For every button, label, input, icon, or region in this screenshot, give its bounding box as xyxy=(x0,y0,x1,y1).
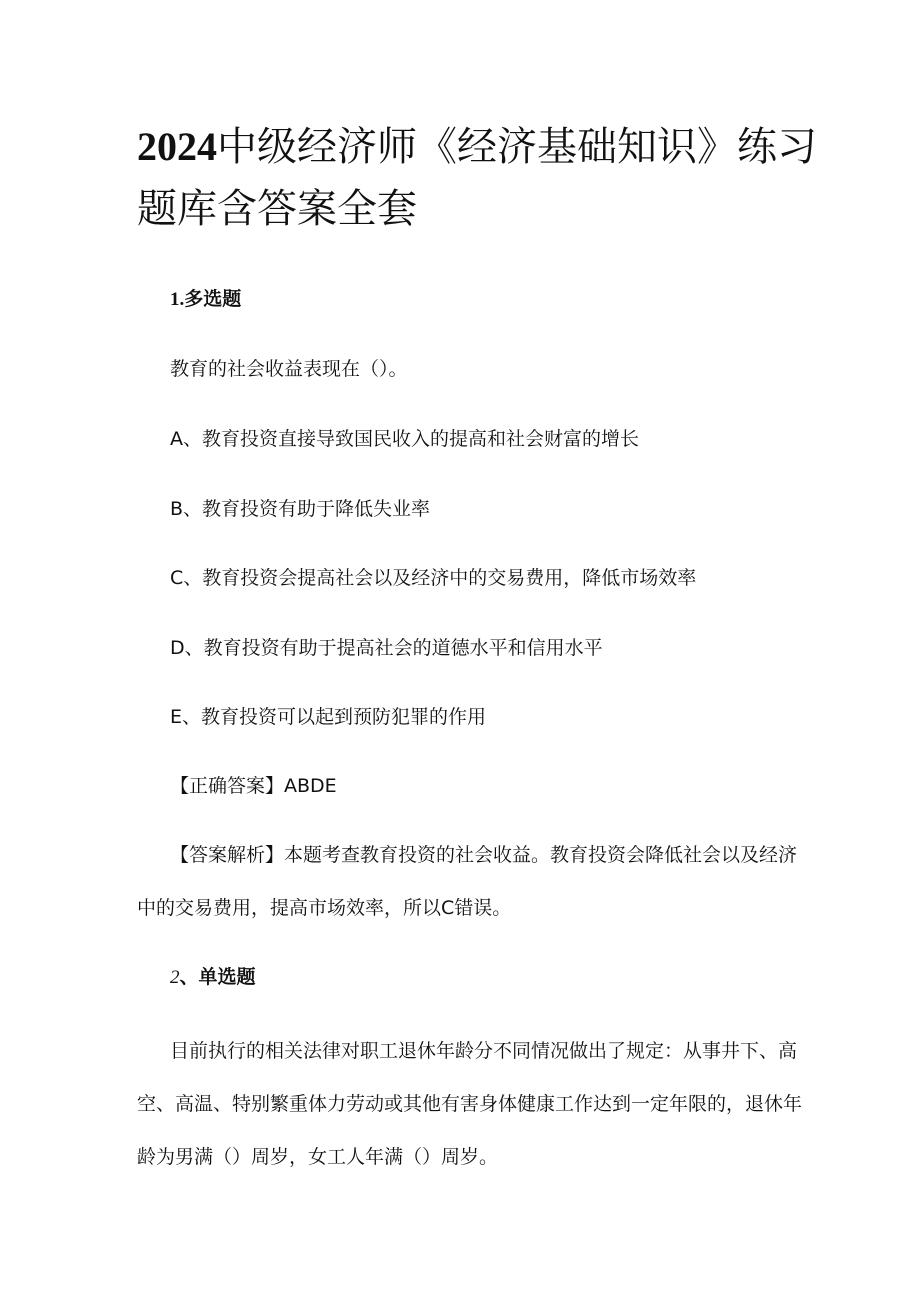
question-1-analysis: 【答案解析】本题考查教育投资的社会收益。教育投资会降低社会以及经济中的交易费用，提高市场效率，所以C错误。 xyxy=(137,844,798,919)
question-1-option-b: B、教育投资有助于降低失业率 xyxy=(170,498,431,520)
question-1-type: 多选题 xyxy=(184,288,242,310)
title-year: 2024 xyxy=(137,124,217,169)
question-1-option-a: A、教育投资直接导致国民收入的提高和社会财富的增长 xyxy=(170,428,639,450)
question-1-option-d: D、教育投资有助于提高社会的道德水平和信用水平 xyxy=(170,637,603,659)
question-1-option-c: C、教育投资会提高社会以及经济中的交易费用，降低市场效率 xyxy=(170,567,697,589)
question-1-stem: 教育的社会收益表现在（）。 xyxy=(170,358,408,380)
question-2-heading xyxy=(170,964,256,991)
document-title xyxy=(137,116,837,240)
question-2-type: 、单选题 xyxy=(179,966,256,988)
question-2-stem: 目前执行的相关法律对职工退休年龄分不同情况做出了规定：从事井下、高空、高温、特别繁重体力劳动或其他有害身体健康工作达到一定年限的，退休年龄为男满（）周岁，女工人年满（）周岁。 xyxy=(137,1040,803,1168)
title-text: 中级经济师《经济基础知识》练习题库含答案全套 xyxy=(137,124,817,232)
question-1-heading xyxy=(170,286,241,313)
question-1-option-e: E、教育投资可以起到预防犯罪的作用 xyxy=(170,706,487,728)
question-1-number: 1. xyxy=(170,289,185,310)
question-1-answer: 【正确答案】ABDE xyxy=(170,775,337,797)
question-2-number: 2 xyxy=(170,967,180,988)
